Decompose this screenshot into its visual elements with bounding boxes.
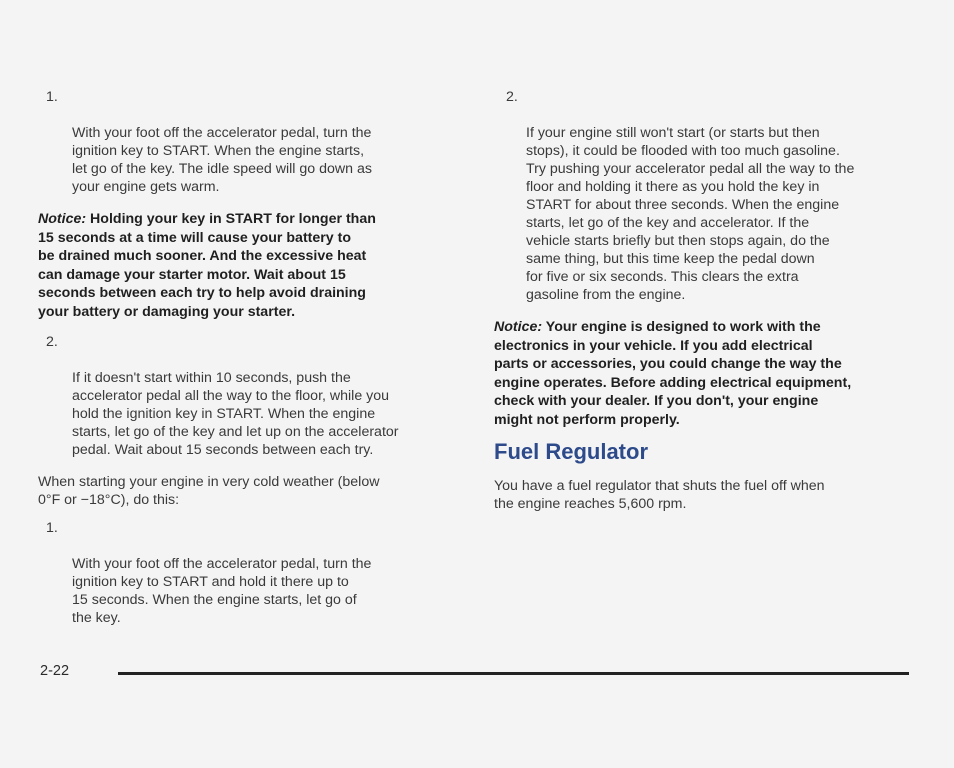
step-number: 2.: [46, 334, 58, 350]
cold-weather-intro: When starting your engine in very cold weather (below 0°F or −18°C), do this:: [38, 474, 380, 508]
notice-label: Notice:: [38, 211, 87, 227]
step-number: 1.: [46, 89, 58, 105]
right-column: [494, 88, 914, 513]
step-text: If it doesn't start within 10 seconds, push the accelerator pedal all the way to the floor, while you hold the ignition key in START. When the engine starts, let go of the key and let up on the accelerator pedal. Wait about 15 seconds between each try.: [72, 370, 399, 458]
fuel-regulator-text: You have a fuel regulator that shuts the fuel off when the engine reaches 5,600 rpm.: [494, 478, 825, 512]
notice-text: Holding your key in START for longer than 15 seconds at a time will cause your battery to be drained much sooner. And the excessive heat can damage your starter motor. Wait about 15 seconds between each try to help avoid draining your battery or damaging your starter.: [38, 211, 376, 320]
step-number: 1.: [46, 520, 58, 536]
section-heading-fuel-regulator: Fuel Regulator: [494, 439, 649, 464]
step-text: With your foot off the accelerator pedal, turn the ignition key to START and hold it there up to 15 seconds. When the engine starts, let go of the key.: [72, 556, 372, 626]
footer-rule: [118, 672, 909, 675]
step-text: If your engine still won't start (or starts but then stops), it could be flooded with too much gasoline. Try pushing your accelerator pedal all the way to the floor and holding it there as you hold the key in START for about three seconds. When the engine starts, let go of the key and accelerator. If the vehicle starts briefly but then stops again, do the same thing, but this time keep the pedal down for five or six seconds. This clears the extra gasoline from the engine.: [526, 125, 855, 303]
cold-step-1: [38, 519, 468, 627]
notice-text: Your engine is designed to work with the electronics in your vehicle. If you add electrical parts or accessories, you could change the way the engine operates. Before adding electrical equipment, check with your dealer. If you don't, your engine might not perform properly.: [494, 319, 852, 428]
step-number: 2.: [506, 89, 518, 105]
step-2: [38, 333, 468, 459]
step-2-flooded: [494, 88, 914, 304]
step-text: With your foot off the accelerator pedal, turn the ignition key to START. When the engine starts, let go of the key. The idle speed will go down as your engine gets warm.: [72, 125, 372, 195]
left-column: [38, 88, 468, 627]
notice-electronics: [494, 318, 914, 429]
notice-label: Notice:: [494, 319, 543, 335]
notice-starter: [38, 210, 468, 321]
page-number: 2-22: [40, 663, 70, 679]
step-1: [38, 88, 468, 196]
